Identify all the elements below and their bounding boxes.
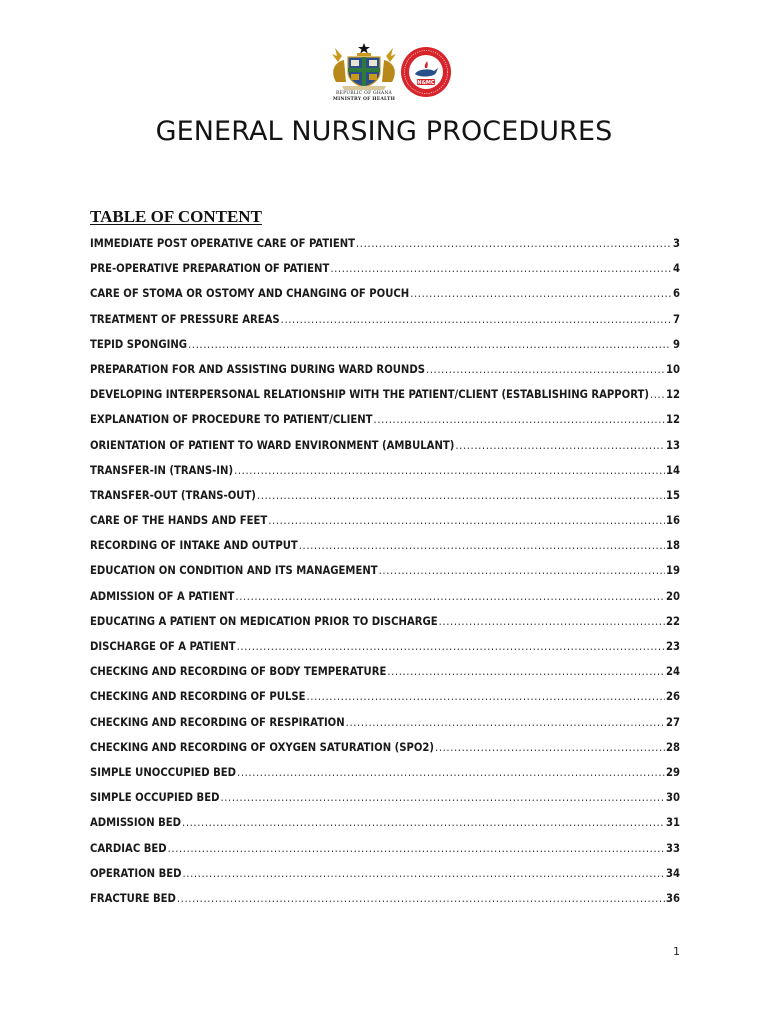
toc-entry-page: 18 bbox=[665, 539, 680, 553]
toc-entry[interactable] bbox=[90, 489, 680, 514]
toc-dot-leader bbox=[182, 867, 665, 880]
ghana-coat-of-arms bbox=[324, 42, 404, 106]
toc-entry-page: 23 bbox=[665, 640, 680, 653]
toc-dot-leader bbox=[387, 665, 665, 678]
toc-entry[interactable] bbox=[90, 816, 680, 841]
toc-entry[interactable] bbox=[90, 590, 680, 615]
toc-entry[interactable] bbox=[90, 363, 680, 388]
toc-dot-leader bbox=[435, 741, 665, 754]
toc-entry[interactable] bbox=[90, 690, 680, 715]
toc-entry-title: EXPLANATION OF PROCEDURE TO PATIENT/CLIENT bbox=[90, 413, 373, 427]
toc-entry[interactable] bbox=[90, 867, 680, 892]
toc-entry-page: 33 bbox=[665, 841, 680, 855]
toc-entry-page: 28 bbox=[665, 740, 680, 754]
toc-entry-page: 16 bbox=[665, 514, 680, 528]
toc-dot-leader bbox=[307, 690, 665, 703]
toc-entry[interactable] bbox=[90, 640, 680, 665]
toc-entry-title: FRACTURE BED bbox=[90, 891, 176, 905]
toc-entry[interactable] bbox=[90, 539, 680, 564]
toc-entry[interactable] bbox=[90, 464, 680, 489]
toc-dot-leader bbox=[182, 816, 665, 829]
toc-entry-title: CHECKING AND RECORDING OF OXYGEN SATURATION (SPO2) bbox=[90, 740, 435, 754]
toc-entry-page: 27 bbox=[665, 715, 680, 729]
toc-entry-title: RECORDING OF INTAKE AND OUTPUT bbox=[90, 539, 298, 553]
toc-entry-page: 3 bbox=[672, 237, 680, 250]
toc-entry[interactable] bbox=[90, 413, 680, 438]
toc-entry-title: EDUCATING A PATIENT ON MEDICATION PRIOR TO DISCHARGE bbox=[90, 614, 438, 628]
toc-entry-page: 10 bbox=[665, 362, 680, 376]
toc-dot-leader bbox=[410, 287, 671, 300]
coat-of-arms-caption-ministry: MINISTRY OF HEALTH bbox=[332, 97, 396, 102]
toc-entry-page: 24 bbox=[665, 665, 680, 679]
toc-dot-leader bbox=[257, 489, 665, 502]
toc-entry[interactable] bbox=[90, 892, 680, 917]
toc-entry-page: 30 bbox=[665, 791, 680, 805]
toc-entry-page: 7 bbox=[672, 312, 680, 326]
toc-entry-page: 31 bbox=[665, 816, 680, 830]
toc-entry-title: CARDIAC BED bbox=[90, 841, 167, 855]
toc-entry-page: 4 bbox=[672, 262, 680, 276]
toc-entry[interactable] bbox=[90, 716, 680, 741]
toc-dot-leader bbox=[235, 590, 665, 603]
toc-dot-leader bbox=[220, 791, 665, 804]
toc-entry-title: ADMISSION BED bbox=[90, 816, 182, 830]
toc-entry[interactable] bbox=[90, 564, 680, 589]
toc-dot-leader bbox=[426, 363, 665, 376]
toc-dot-leader bbox=[177, 892, 665, 905]
toc-entry-title: DISCHARGE OF A PATIENT bbox=[90, 640, 236, 653]
coat-of-arms-caption-country: REPUBLIC OF GHANA bbox=[336, 91, 392, 96]
toc-dot-leader bbox=[234, 464, 665, 477]
toc-entry-page: 12 bbox=[665, 413, 680, 427]
toc-dot-leader bbox=[356, 237, 671, 250]
toc-dot-leader bbox=[237, 640, 665, 653]
toc-dot-leader bbox=[268, 514, 665, 527]
toc-dot-leader bbox=[374, 413, 665, 426]
toc-entry-page: 22 bbox=[665, 614, 680, 628]
toc-entry[interactable] bbox=[90, 615, 680, 640]
toc-entry-title: IMMEDIATE POST OPERATIVE CARE OF PATIENT bbox=[90, 237, 356, 250]
toc-entry-page: 6 bbox=[672, 287, 680, 301]
toc-entry-title: SIMPLE OCCUPIED BED bbox=[90, 791, 220, 805]
toc-entry-title: TRANSFER-OUT (TRANS-OUT) bbox=[90, 488, 256, 502]
toc-entry-title: CHECKING AND RECORDING OF BODY TEMPERATURE bbox=[90, 665, 387, 679]
document-title: GENERAL NURSING PROCEDURES bbox=[155, 116, 613, 147]
toc-entry[interactable] bbox=[90, 287, 680, 312]
toc-entry-title: EDUCATION ON CONDITION AND ITS MANAGEMENT bbox=[90, 564, 378, 578]
council-seal-text: N&MC bbox=[417, 80, 435, 87]
toc-entry-page: 14 bbox=[665, 463, 680, 477]
toc-dot-leader bbox=[346, 716, 665, 729]
ghana-coat-of-arms-icon bbox=[324, 42, 404, 90]
toc-entry-title: PRE-OPERATIVE PREPARATION OF PATIENT bbox=[90, 262, 330, 276]
toc-dot-leader bbox=[455, 439, 665, 452]
toc-dot-leader bbox=[188, 338, 671, 351]
toc-dot-leader bbox=[299, 539, 665, 552]
toc-entry-title: TEPID SPONGING bbox=[90, 337, 188, 351]
toc-entry-page: 26 bbox=[665, 690, 680, 704]
toc-entry-page: 20 bbox=[665, 589, 680, 603]
toc-entry-title: PREPARATION FOR AND ASSISTING DURING WARD ROUNDS bbox=[90, 362, 425, 376]
toc-entry-title: DEVELOPING INTERPERSONAL RELATIONSHIP WITH THE PATIENT/CLIENT (ESTABLISHING RAPPORT) bbox=[90, 388, 649, 402]
toc-dot-leader bbox=[439, 615, 665, 628]
toc-entry-title: CHECKING AND RECORDING OF RESPIRATION bbox=[90, 715, 345, 729]
toc-dot-leader bbox=[281, 313, 671, 326]
toc-dot-leader bbox=[330, 262, 671, 275]
toc-entry-page: 36 bbox=[665, 891, 680, 905]
toc-entry[interactable] bbox=[90, 842, 680, 867]
toc-entry[interactable] bbox=[90, 741, 680, 766]
toc-entry-page: 19 bbox=[665, 564, 680, 578]
toc-entry-page: 9 bbox=[672, 337, 680, 351]
toc-entry-page: 13 bbox=[665, 438, 680, 452]
toc-entry-title: CARE OF STOMA OR OSTOMY AND CHANGING OF POUCH bbox=[90, 287, 410, 301]
toc-entry[interactable] bbox=[90, 791, 680, 816]
table-of-contents bbox=[90, 237, 680, 917]
header-logos bbox=[0, 42, 768, 106]
toc-entry-title: SIMPLE UNOCCUPIED BED bbox=[90, 765, 237, 779]
toc-entry-title: ORIENTATION OF PATIENT TO WARD ENVIRONMENT (AMBULANT) bbox=[90, 438, 455, 452]
toc-entry[interactable] bbox=[90, 338, 680, 363]
toc-entry-page: 12 bbox=[665, 388, 680, 402]
toc-entry-page: 34 bbox=[665, 866, 680, 880]
toc-dot-leader bbox=[168, 842, 665, 855]
toc-entry-page: 15 bbox=[665, 488, 680, 502]
toc-entry-title: CARE OF THE HANDS AND FEET bbox=[90, 514, 268, 528]
toc-entry[interactable] bbox=[90, 262, 680, 287]
toc-entry-title: OPERATION BED bbox=[90, 866, 182, 880]
toc-entry-title: CHECKING AND RECORDING OF PULSE bbox=[90, 690, 306, 704]
toc-entry[interactable] bbox=[90, 388, 680, 413]
toc-entry[interactable] bbox=[90, 439, 680, 464]
toc-heading: TABLE OF CONTENT bbox=[90, 207, 262, 226]
toc-entry[interactable] bbox=[90, 665, 680, 690]
toc-entry[interactable] bbox=[90, 237, 680, 262]
toc-dot-leader bbox=[237, 766, 665, 779]
toc-entry[interactable] bbox=[90, 766, 680, 791]
toc-entry-page: 29 bbox=[665, 765, 680, 779]
toc-entry[interactable] bbox=[90, 313, 680, 338]
toc-dot-leader bbox=[650, 388, 665, 401]
toc-entry-title: ADMISSION OF A PATIENT bbox=[90, 589, 235, 603]
nursing-council-seal bbox=[400, 46, 452, 98]
toc-entry-title: TRANSFER-IN (TRANS-IN) bbox=[90, 463, 234, 477]
page-number: 1 bbox=[673, 945, 680, 958]
toc-entry[interactable] bbox=[90, 514, 680, 539]
nursing-midwifery-council-seal-icon bbox=[400, 46, 452, 98]
toc-entry-title: TREATMENT OF PRESSURE AREAS bbox=[90, 312, 280, 326]
toc-dot-leader bbox=[379, 564, 665, 577]
